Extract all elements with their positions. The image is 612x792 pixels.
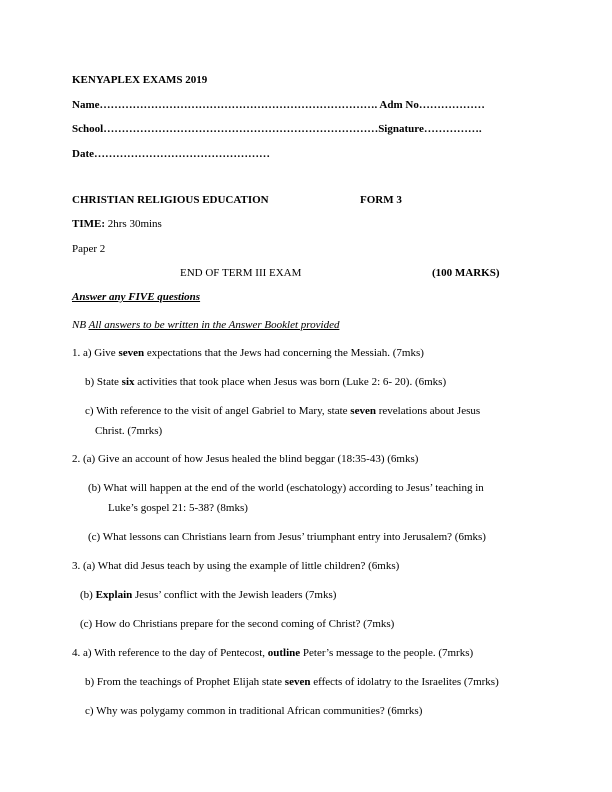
- time-row: [72, 217, 162, 231]
- paper-number: Paper 2: [72, 243, 106, 255]
- main-instruction: Answer any FIVE questions: [72, 291, 201, 303]
- q4a-text: 4. a) With reference to the day of Pentecost,: [72, 647, 268, 659]
- exam-name: END OF TERM III EXAM: [180, 267, 302, 279]
- name-row: [72, 98, 485, 112]
- name-field[interactable]: ………………………………………………………………….: [99, 99, 378, 111]
- signature-label: Signature: [378, 123, 424, 135]
- q3b-keyword: Explain: [95, 589, 133, 601]
- nb-instruction: [72, 318, 339, 332]
- q3b-text: (b): [80, 589, 96, 601]
- total-marks: (100 MARKS): [432, 267, 500, 279]
- q1a-text: 1. a) Give: [72, 347, 119, 359]
- nb-text: All answers to be written in the Answer Booklet provided: [88, 319, 340, 331]
- q3b-text-end: Jesus’ conflict with the Jewish leaders (7mks): [132, 589, 337, 601]
- time-label: TIME:: [72, 218, 105, 230]
- school-label: School: [72, 123, 104, 135]
- question-2b-cont: Luke’s gospel 21: 5-38? (8mks): [108, 502, 248, 514]
- adm-field[interactable]: ………………: [418, 99, 485, 111]
- question-1c-cont: Christ. (7mrks): [95, 425, 163, 437]
- question-3c: (c) How do Christians prepare for the second coming of Christ? (7mks): [80, 618, 395, 630]
- q4b-text-end: effects of idolatry to the Israelites (7mrks): [310, 676, 499, 688]
- q1a-keyword: seven: [118, 347, 145, 359]
- nb-prefix: NB: [72, 319, 89, 331]
- date-field[interactable]: …………………………………………: [94, 148, 270, 160]
- question-2a: 2. (a) Give an account of how Jesus healed the blind beggar (18:35-43) (6mks): [72, 453, 419, 465]
- school-field[interactable]: …………………………………………………………………: [103, 123, 379, 135]
- q1c-text: c) With reference to the visit of angel Gabriel to Mary, state: [85, 405, 351, 417]
- q4a-text-end: Peter’s message to the people. (7mrks): [300, 647, 474, 659]
- date-row: [72, 147, 270, 161]
- question-4b: [85, 675, 499, 689]
- q4b-keyword: seven: [284, 676, 311, 688]
- adm-label: Adm No: [379, 99, 419, 111]
- question-2b: (b) What will happen at the end of the world (eschatology) according to Jesus’ teaching in: [88, 482, 484, 494]
- q1b-text-end: activities that took place when Jesus was born (Luke 2: 6- 20). (6mks): [134, 376, 447, 388]
- question-2c: (c) What lessons can Christians learn from Jesus’ triumphant entry into Jerusalem? (6mks): [88, 531, 486, 543]
- q1c-text-end: revelations about Jesus: [375, 405, 481, 417]
- question-3b: [80, 588, 336, 602]
- school-row: [72, 122, 482, 136]
- subject-title: CHRISTIAN RELIGIOUS EDUCATION: [72, 194, 269, 206]
- time-value: 2hrs 30mins: [105, 218, 162, 230]
- question-1c: [85, 404, 480, 418]
- q1c-keyword: seven: [350, 405, 376, 417]
- question-1a: [72, 346, 424, 360]
- question-1b: [85, 375, 446, 389]
- date-label: Date: [72, 148, 94, 160]
- q4b-text: b) From the teachings of Prophet Elijah state: [85, 676, 285, 688]
- q1a-text-end: expectations that the Jews had concerning the Messiah. (7mks): [144, 347, 424, 359]
- signature-field[interactable]: …………….: [423, 123, 482, 135]
- q4a-keyword: outline: [267, 647, 301, 659]
- q1b-text: b) State: [85, 376, 122, 388]
- question-4a: [72, 646, 473, 660]
- form-level: FORM 3: [360, 194, 402, 206]
- q1b-keyword: six: [121, 376, 135, 388]
- exam-title: KENYAPLEX EXAMS 2019: [72, 74, 208, 86]
- question-3a: 3. (a) What did Jesus teach by using the example of little children? (6mks): [72, 560, 400, 572]
- name-label: Name: [72, 99, 100, 111]
- question-4c: c) Why was polygamy common in traditional African communities? (6mrks): [85, 705, 423, 717]
